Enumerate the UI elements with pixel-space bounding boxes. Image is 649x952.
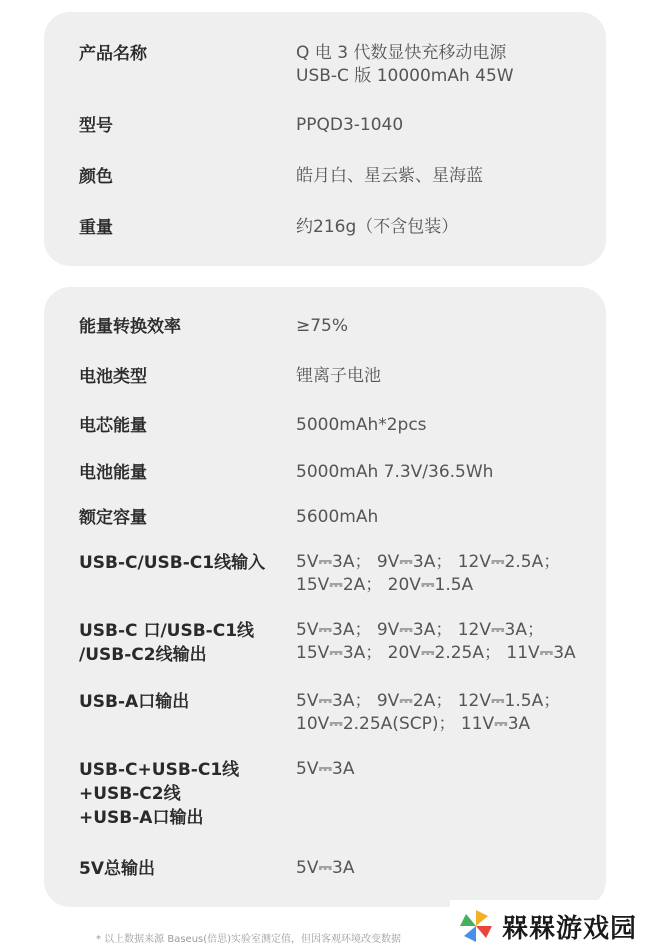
spec-value: 皓月白、星云紫、星海蓝	[296, 166, 483, 186]
spec-label: USB-C 口/USB-C1线 /USB-C2线输出	[79, 621, 255, 665]
spec-value: 锂离子电池	[296, 366, 381, 386]
spec-label: 电池类型	[79, 367, 147, 387]
spec-value: 约216g（不含包装）	[296, 217, 459, 237]
pinwheel-logo-icon	[456, 906, 496, 946]
spec-label: USB-C+USB-C1线 +USB-C2线 +USB-A口输出	[79, 760, 240, 828]
spec-value: 5000mAh*2pcs	[296, 415, 427, 435]
watermark-text: 槑槑游戏园	[502, 913, 638, 944]
spec-value: 5000mAh 7.3V/36.5Wh	[296, 462, 494, 482]
spec-label: USB-C/USB-C1线输入	[79, 553, 266, 573]
power-specs-card	[44, 287, 606, 907]
spec-label: 5V总输出	[79, 859, 155, 879]
spec-label: 型号	[79, 116, 113, 136]
footer-disclaimer: * 以上数据来源 Baseus(倍思)实验室测定值，但因客观环境改变数据	[96, 934, 402, 945]
spec-value: 5V⎓3A	[296, 858, 355, 878]
basic-specs-card	[44, 12, 606, 266]
spec-label: USB-A口输出	[79, 692, 190, 712]
spec-value: 5V⎓3A； 9V⎓3A； 12V⎓3A； 15V⎓3A； 20V⎓2.25A； 11V⎓3A	[296, 620, 576, 663]
spec-label: 产品名称	[79, 44, 147, 64]
spec-value: 5600mAh	[296, 507, 379, 527]
spec-value: ≥75%	[296, 316, 349, 336]
spec-label: 重量	[79, 218, 113, 238]
spec-value: Q 电 3 代数显快充移动电源 USB-C 版 10000mAh 45W	[296, 43, 514, 86]
site-watermark	[450, 900, 649, 952]
spec-label: 电芯能量	[79, 416, 147, 436]
spec-label: 额定容量	[79, 508, 147, 528]
spec-value: 5V⎓3A； 9V⎓2A； 12V⎓1.5A； 10V⎓2.25A(SCP)； 11V⎓3A	[296, 691, 561, 734]
spec-label: 电池能量	[79, 463, 147, 483]
spec-label: 能量转换效率	[79, 317, 181, 337]
spec-value: 5V⎓3A	[296, 759, 355, 779]
spec-value: 5V⎓3A； 9V⎓3A； 12V⎓2.5A； 15V⎓2A； 20V⎓1.5A	[296, 552, 561, 595]
spec-value: PPQD3-1040	[296, 115, 404, 135]
spec-label: 颜色	[79, 167, 113, 187]
